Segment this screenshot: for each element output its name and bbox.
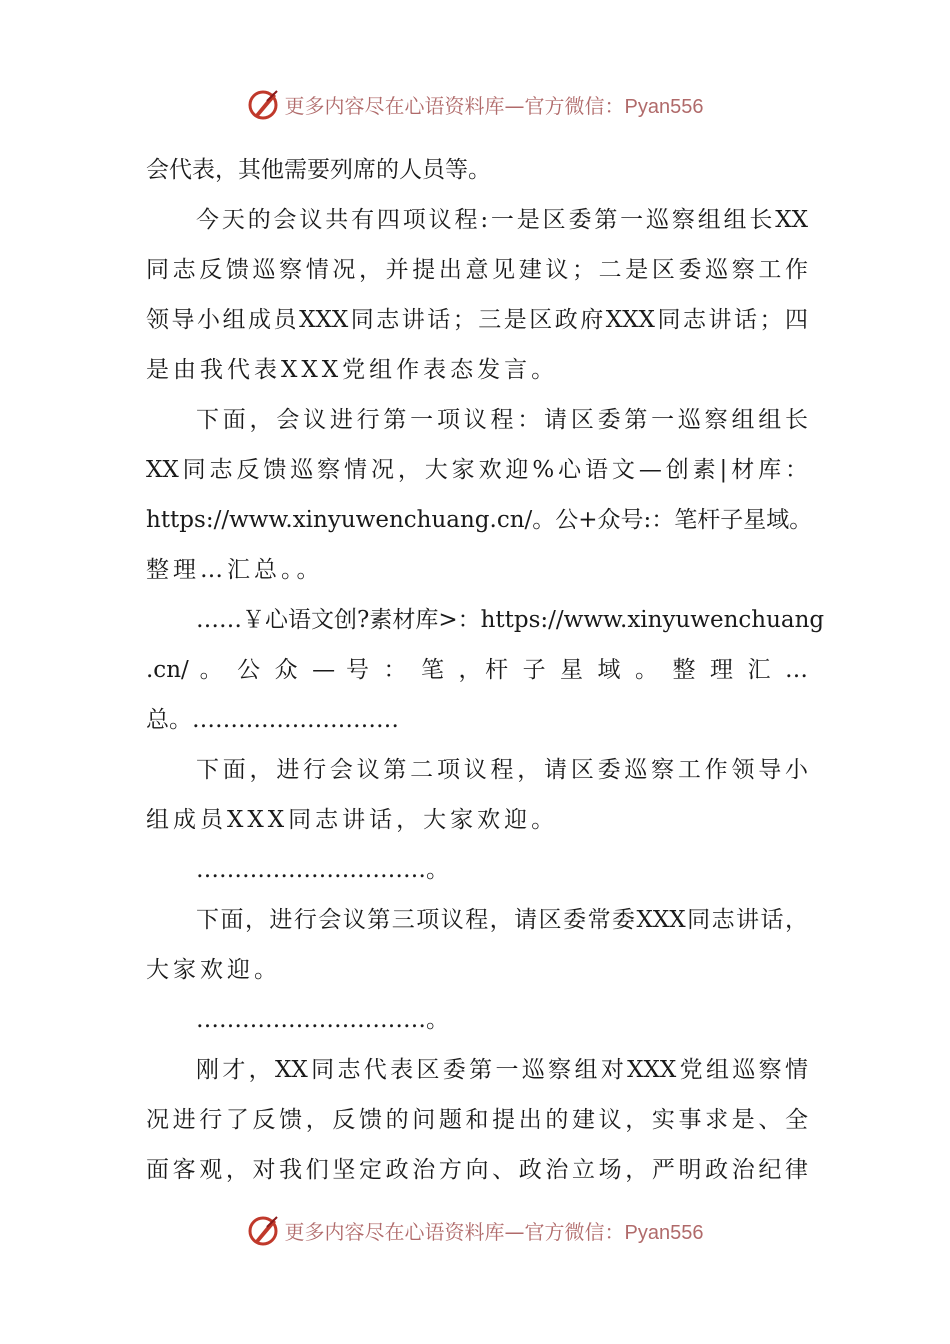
banner-text: 更多内容尽在心语资料库—官方微信：Pyan556 (284, 93, 704, 118)
text-line: 整理…汇总。。 (146, 557, 324, 583)
text-line: 况进行了反馈，反馈的问题和提出的建议，实事求是、全 (146, 1107, 808, 1133)
quill-logo-icon (247, 1213, 281, 1247)
text-line: 下面，会议进行第一项议程：请区委第一巡察组组长 (196, 407, 808, 433)
footer-banner (0, 1212, 950, 1248)
text-line: XX同志反馈巡察情况，大家欢迎%心语文—创素|材库： (146, 457, 808, 483)
text-line: 领导小组成员XXX同志讲话；三是区政府XXX同志讲话；四 (146, 307, 808, 333)
text-line: 是由我代表XXX党组作表态发言。 (146, 357, 559, 383)
text-line: 组成员XXX同志讲话，大家欢迎。 (146, 807, 559, 833)
text-line: 同志反馈巡察情况，并提出意见建议；二是区委巡察工作 (146, 257, 808, 283)
text-line: 刚才，XX同志代表区委第一巡察组对XXX党组巡察情 (196, 1057, 808, 1083)
header-banner (0, 86, 950, 122)
text-line: 会代表，其他需要列席的人员等。 (146, 157, 491, 183)
text-line: 今天的会议共有四项议程:一是区委第一巡察组组长XX (196, 207, 808, 233)
text-line: 面客观，对我们坚定政治方向、政治立场，严明政治纪律 (146, 1157, 808, 1183)
text-line: 下面，进行会议第二项议程，请区委巡察工作领导小 (196, 757, 808, 783)
text-line: ……￥心语文创?素材库>：https://www.xinyuwenchuang (196, 607, 825, 633)
text-line: …………………………。 (196, 1007, 449, 1033)
text-line: .cn/ 。 公 众 — 号 ： 笔 ，杆 子 星 域 。 整 理 汇 … (146, 657, 808, 683)
wechat-id: Pyan556 (624, 1221, 704, 1244)
wechat-id: Pyan556 (624, 95, 704, 118)
quill-logo-icon (247, 87, 281, 121)
text-line: https://www.xinyuwenchuang.cn/。公+众号:：笔杆子星域。 (146, 507, 813, 533)
text-line: 大家欢迎。 (146, 957, 281, 983)
text-line: …………………………。 (196, 857, 449, 883)
document-body (146, 145, 825, 1195)
text-line: 下面，进行会议第三项议程，请区委常委XXX同志讲话， (196, 907, 808, 933)
banner-text: 更多内容尽在心语资料库—官方微信：Pyan556 (284, 1219, 704, 1244)
text-line: 总。……………………… (146, 707, 399, 733)
